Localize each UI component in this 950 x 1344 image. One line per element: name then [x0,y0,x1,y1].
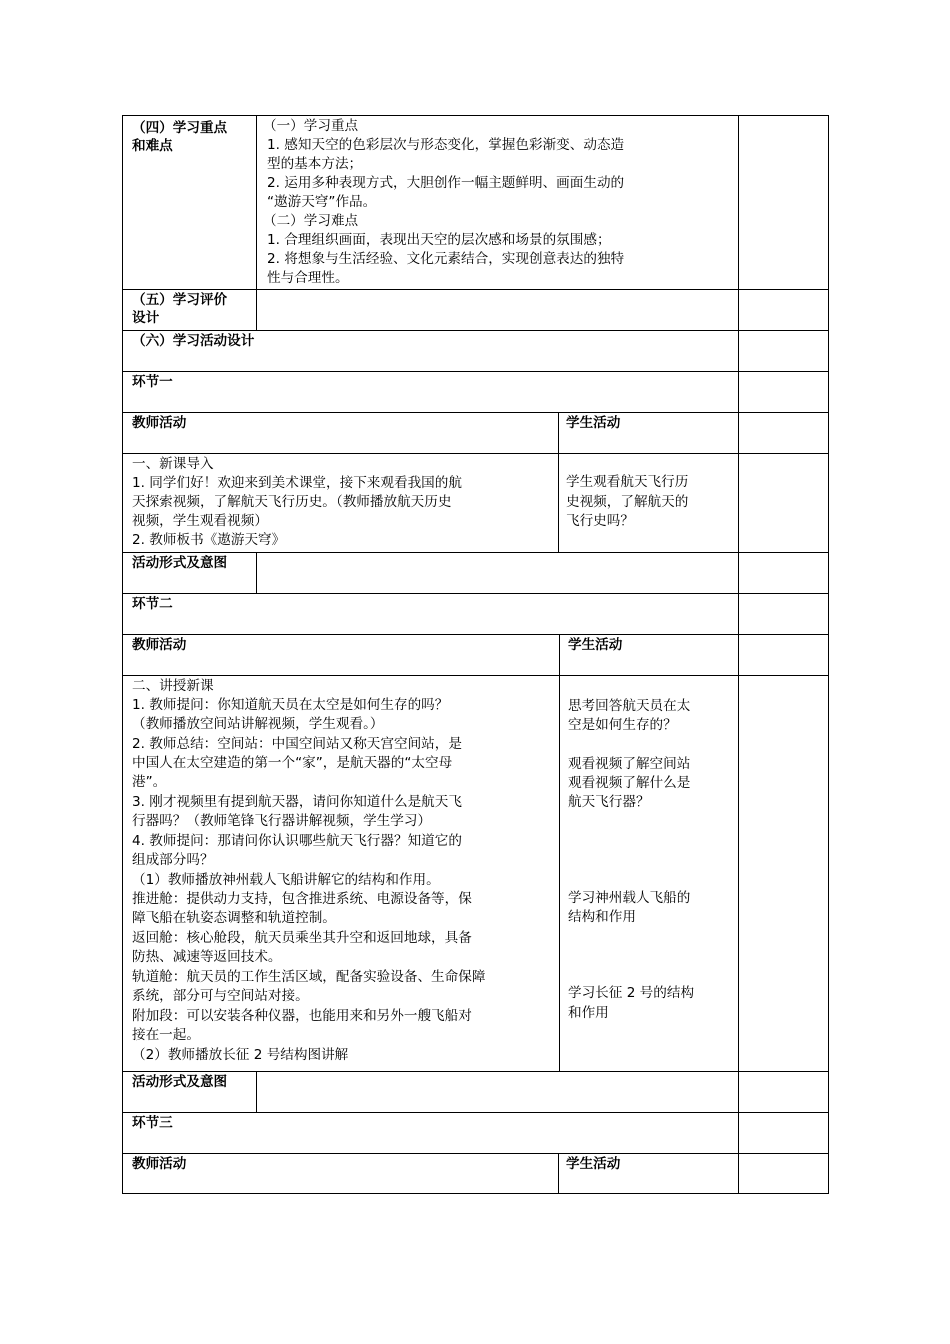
table-rule [256,1071,257,1112]
stage3-title: 环节三 [132,1115,173,1131]
section4-label-line1: （四）学习重点 [132,120,228,136]
row-stage2-content [122,675,828,1071]
row-key-points [122,115,828,289]
stage2-student-line: 和作用 [568,1005,609,1021]
stage2-teacher-line: 4. 教师提问：那请问你认识哪些航天飞行器？知道它的 [132,833,462,849]
table-rule [558,1153,559,1193]
stage3-teacher-header: 教师活动 [132,1156,187,1172]
section4-label-line2: 和难点 [132,138,173,154]
section5-label-line2: 设计 [132,310,160,326]
stage2-teacher-line: （教师播放空间站讲解视频，学生观看。） [132,716,384,732]
section4-line: 性与合理性。 [267,270,349,286]
row-stage2-form [122,1071,828,1112]
row-stage2-headers [122,634,828,675]
stage1-student-line: 飞行史吗？ [566,513,634,529]
stage2-student-line: 结构和作用 [568,909,636,925]
table-rule [122,1153,829,1154]
section4-line: （二）学习难点 [263,213,359,229]
table-rule [122,552,829,553]
section4-line: “遨游天穹”作品。 [267,194,377,210]
stage1-teacher-line: 2. 教师板书《遨游天穹》 [132,532,286,548]
stage2-student-line: 思考回答航天员在太 [568,698,691,714]
stage2-teacher-line: （2）教师播放长征 2 号结构图讲解 [132,1047,349,1063]
table-rule [122,371,829,372]
table-rule [828,115,829,1194]
stage2-teacher-line: 二、讲授新课 [132,678,214,694]
section4-line: 1. 合理组织画面，表现出天空的层次感和场景的氛围感； [267,232,611,248]
section4-line: 型的基本方法； [267,156,363,172]
section4-line: 1. 感知天空的色彩层次与形态变化，掌握色彩渐变、动态造 [267,137,625,153]
stage2-student-line: 学习神州载人飞船的 [568,890,691,906]
table-rule [559,634,560,1071]
stage2-teacher-line: 2. 教师总结：空间站：中国空间站又称天宫空间站，是 [132,736,462,752]
table-rule [122,593,829,594]
stage1-student-header: 学生活动 [566,415,621,431]
stage2-student-line: 航天飞行器？ [568,794,650,810]
stage2-teacher-line: 障飞船在轨姿态调整和轨道控制。 [132,910,336,926]
stage2-teacher-line: 推进舱：提供动力支持，包含推进系统、电源设备等，保 [132,891,472,907]
stage1-teacher-line: 视频，学生观看视频） [132,513,268,529]
stage2-teacher-line: 组成部分吗？ [132,852,214,868]
stage2-teacher-line: 3. 刚才视频里有提到航天器，请问你知道什么是航天飞 [132,794,462,810]
stage1-teacher-line: 天探索视频，了解航天飞行历史。（教师播放航天历史 [132,494,452,510]
row-stage1-title [122,371,828,412]
section4-line: （一）学习重点 [263,118,359,134]
table-rule [122,115,829,116]
stage1-student-line: 史视频，了解航天的 [566,494,689,510]
table-rule [122,1193,829,1194]
stage2-teacher-line: 系统，部分可与空间站对接。 [132,988,309,1004]
table-rule [122,412,829,413]
row-stage1-form [122,552,828,593]
stage2-student-header: 学生活动 [568,637,623,653]
stage2-title: 环节二 [132,596,173,612]
section5-label-line1: （五）学习评价 [132,292,228,308]
section6-label: （六）学习活动设计 [132,333,255,349]
row-stage2-title [122,593,828,634]
row-evaluation [122,289,828,330]
stage1-form-label: 活动形式及意图 [132,555,228,571]
stage2-teacher-header: 教师活动 [132,637,187,653]
table-rule [122,1112,829,1113]
stage3-student-header: 学生活动 [566,1156,621,1172]
row-stage3-title [122,1112,828,1153]
stage2-student-line: 观看视频了解空间站 [568,756,691,772]
stage2-student-line: 学习长征 2 号的结构 [568,985,695,1001]
table-rule [558,412,559,552]
stage2-teacher-line: 行器吗？（教师笔锋飞行器讲解视频，学生学习） [132,813,432,829]
table-rule [122,634,829,635]
stage1-teacher-line: 一、新课导入 [132,456,214,472]
table-rule [256,552,257,593]
table-rule [256,115,257,330]
stage1-teacher-header: 教师活动 [132,415,187,431]
table-rule [738,115,739,1194]
stage2-teacher-line: 1. 教师提问：你知道航天员在太空是如何生存的吗？ [132,697,449,713]
stage2-form-label: 活动形式及意图 [132,1074,228,1090]
stage2-teacher-line: 附加段：可以安装各种仪器，也能用来和另外一艘飞船对 [132,1008,472,1024]
stage2-student-line: 空是如何生存的？ [568,717,677,733]
table-rule [122,115,123,1194]
stage2-teacher-line: （1）教师播放神州载人飞船讲解它的结构和作用。 [132,872,440,888]
stage2-teacher-line: 港”。 [132,774,167,790]
section4-line: 2. 将想象与生活经验、文化元素结合，实现创意表达的独特 [267,251,625,267]
stage2-student-line: 观看视频了解什么是 [568,775,691,791]
stage2-teacher-line: 接在一起。 [132,1027,200,1043]
row-stage1-headers [122,412,828,453]
stage2-teacher-line: 轨道舱：航天员的工作生活区域，配备实验设备、生命保障 [132,969,486,985]
stage1-student-line: 学生观看航天飞行历 [566,474,689,490]
row-stage1-content [122,453,828,552]
row-stage3-headers [122,1153,828,1193]
row-activity-design [122,330,828,371]
stage2-teacher-line: 防热、减速等返回技术。 [132,949,282,965]
table-rule [122,453,829,454]
table-rule [122,675,829,676]
stage2-teacher-line: 中国人在太空建造的第一个“家”，是航天器的“太空母 [132,755,453,771]
table-rule [122,1071,829,1072]
section4-line: 2. 运用多种表现方式，大胆创作一幅主题鲜明、画面生动的 [267,175,625,191]
stage2-teacher-line: 返回舱：核心舱段，航天员乘坐其升空和返回地球，具备 [132,930,472,946]
stage1-title: 环节一 [132,374,173,390]
table-rule [122,289,829,290]
table-rule [122,330,829,331]
stage1-teacher-line: 1. 同学们好！欢迎来到美术课堂，接下来观看我国的航 [132,475,462,491]
